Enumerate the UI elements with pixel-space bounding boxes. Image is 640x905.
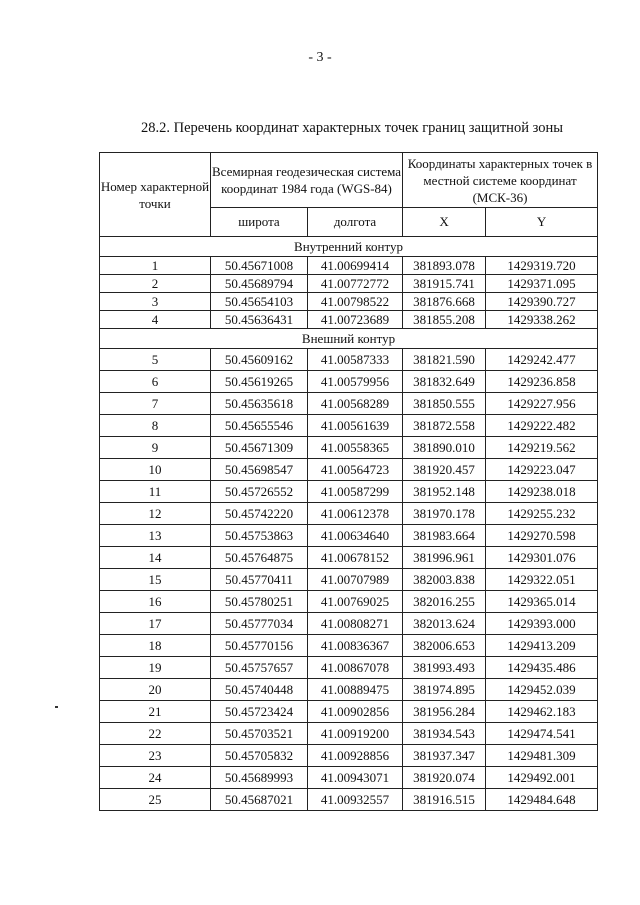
cell-x: 381993.493 [403,657,486,679]
cell-y: 1429484.648 [486,789,598,811]
cell-x: 381956.284 [403,701,486,723]
cell-y: 1429242.477 [486,349,598,371]
cell-longitude: 41.00587333 [308,349,403,371]
cell-point-number: 14 [100,547,211,569]
cell-latitude: 50.45654103 [211,293,308,311]
cell-longitude: 41.00808271 [308,613,403,635]
cell-y: 1429236.858 [486,371,598,393]
section-row [100,329,598,349]
cell-x: 381832.649 [403,371,486,393]
cell-y: 1429393.000 [486,613,598,635]
cell-point-number: 2 [100,275,211,293]
section-row [100,237,598,257]
cell-point-number: 22 [100,723,211,745]
cell-point-number: 24 [100,767,211,789]
cell-x: 381855.208 [403,311,486,329]
cell-y: 1429481.309 [486,745,598,767]
cell-point-number: 21 [100,701,211,723]
table-body [100,237,598,811]
page-number: - 3 - [308,50,332,65]
cell-longitude: 41.00836367 [308,635,403,657]
cell-longitude: 41.00568289 [308,393,403,415]
cell-latitude: 50.45705832 [211,745,308,767]
cell-longitude: 41.00932557 [308,789,403,811]
cell-x: 381970.178 [403,503,486,525]
cell-latitude: 50.45740448 [211,679,308,701]
cell-y: 1429462.183 [486,701,598,723]
table-row [100,789,598,811]
table-row [100,393,598,415]
cell-point-number: 5 [100,349,211,371]
cell-x: 381983.664 [403,525,486,547]
table-row [100,311,598,329]
cell-x: 382013.624 [403,613,486,635]
cell-x: 381920.074 [403,767,486,789]
cell-y: 1429227.956 [486,393,598,415]
header-msk36-group: Координаты характерных точек в местной системе координат (МСК-36) [403,153,598,208]
cell-point-number: 18 [100,635,211,657]
cell-x: 382006.653 [403,635,486,657]
scan-mark [55,706,58,708]
table-row [100,503,598,525]
cell-y: 1429413.209 [486,635,598,657]
cell-point-number: 8 [100,415,211,437]
cell-y: 1429223.047 [486,459,598,481]
cell-point-number: 25 [100,789,211,811]
cell-y: 1429492.001 [486,767,598,789]
table-row [100,547,598,569]
cell-y: 1429222.482 [486,415,598,437]
cell-x: 381937.347 [403,745,486,767]
cell-latitude: 50.45780251 [211,591,308,613]
cell-y: 1429319.720 [486,257,598,275]
table-row [100,293,598,311]
cell-longitude: 41.00707989 [308,569,403,591]
cell-longitude: 41.00928856 [308,745,403,767]
cell-longitude: 41.00612378 [308,503,403,525]
cell-longitude: 41.00943071 [308,767,403,789]
cell-latitude: 50.45753863 [211,525,308,547]
cell-longitude: 41.00867078 [308,657,403,679]
cell-point-number: 19 [100,657,211,679]
cell-x: 381890.010 [403,437,486,459]
cell-point-number: 20 [100,679,211,701]
cell-latitude: 50.45742220 [211,503,308,525]
cell-point-number: 15 [100,569,211,591]
table-row [100,349,598,371]
cell-longitude: 41.00587299 [308,481,403,503]
cell-longitude: 41.00769025 [308,591,403,613]
cell-latitude: 50.45619265 [211,371,308,393]
cell-point-number: 10 [100,459,211,481]
cell-point-number: 16 [100,591,211,613]
cell-latitude: 50.45703521 [211,723,308,745]
table-row [100,745,598,767]
page-title: 28.2. Перечень координат характерных точек границ защитной зоны [141,120,563,136]
cell-x: 381916.515 [403,789,486,811]
table-row [100,569,598,591]
table-row [100,679,598,701]
cell-latitude: 50.45689794 [211,275,308,293]
header-wgs84-group: Всемирная геодезическая система координат 1984 года (WGS-84) [211,153,403,208]
cell-x: 381974.895 [403,679,486,701]
cell-x: 382016.255 [403,591,486,613]
cell-y: 1429390.727 [486,293,598,311]
cell-latitude: 50.45636431 [211,311,308,329]
cell-x: 381872.558 [403,415,486,437]
table-row [100,613,598,635]
cell-longitude: 41.00889475 [308,679,403,701]
cell-latitude: 50.45764875 [211,547,308,569]
cell-point-number: 1 [100,257,211,275]
cell-longitude: 41.00634640 [308,525,403,547]
cell-longitude: 41.00772772 [308,275,403,293]
cell-point-number: 6 [100,371,211,393]
cell-point-number: 13 [100,525,211,547]
cell-y: 1429238.018 [486,481,598,503]
cell-longitude: 41.00919200 [308,723,403,745]
table-row [100,459,598,481]
cell-y: 1429452.039 [486,679,598,701]
table-row [100,481,598,503]
cell-latitude: 50.45671008 [211,257,308,275]
cell-y: 1429365.014 [486,591,598,613]
cell-latitude: 50.45770411 [211,569,308,591]
cell-latitude: 50.45777034 [211,613,308,635]
table-row [100,701,598,723]
cell-point-number: 9 [100,437,211,459]
table-row [100,723,598,745]
cell-point-number: 7 [100,393,211,415]
cell-y: 1429301.076 [486,547,598,569]
cell-y: 1429338.262 [486,311,598,329]
cell-y: 1429474.541 [486,723,598,745]
cell-latitude: 50.45689993 [211,767,308,789]
cell-point-number: 4 [100,311,211,329]
cell-latitude: 50.45770156 [211,635,308,657]
cell-longitude: 41.00678152 [308,547,403,569]
header-longitude: долгота [308,208,403,237]
cell-x: 381952.148 [403,481,486,503]
table-row [100,257,598,275]
table-row [100,767,598,789]
table-row [100,275,598,293]
cell-latitude: 50.45635618 [211,393,308,415]
cell-y: 1429435.486 [486,657,598,679]
cell-x: 381915.741 [403,275,486,293]
cell-x: 381934.543 [403,723,486,745]
cell-longitude: 41.00723689 [308,311,403,329]
cell-x: 381876.668 [403,293,486,311]
table-row [100,371,598,393]
cell-point-number: 3 [100,293,211,311]
header-y: Y [486,208,598,237]
cell-x: 381893.078 [403,257,486,275]
cell-x: 382003.838 [403,569,486,591]
table-row [100,635,598,657]
cell-y: 1429322.051 [486,569,598,591]
cell-longitude: 41.00902856 [308,701,403,723]
cell-latitude: 50.45655546 [211,415,308,437]
header-latitude: широта [211,208,308,237]
table-row [100,591,598,613]
header-x: X [403,208,486,237]
cell-point-number: 23 [100,745,211,767]
section-title: Внутренний контур [100,237,598,257]
cell-x: 381850.555 [403,393,486,415]
cell-x: 381996.961 [403,547,486,569]
section-title: Внешний контур [100,329,598,349]
cell-longitude: 41.00798522 [308,293,403,311]
cell-latitude: 50.45757657 [211,657,308,679]
cell-y: 1429270.598 [486,525,598,547]
cell-y: 1429219.562 [486,437,598,459]
cell-longitude: 41.00561639 [308,415,403,437]
cell-latitude: 50.45726552 [211,481,308,503]
header-point-number: Номер характерной точки [100,153,211,237]
cell-longitude: 41.00558365 [308,437,403,459]
cell-longitude: 41.00564723 [308,459,403,481]
cell-point-number: 11 [100,481,211,503]
cell-y: 1429371.095 [486,275,598,293]
cell-latitude: 50.45609162 [211,349,308,371]
table-row [100,525,598,547]
cell-latitude: 50.45687021 [211,789,308,811]
table-header [100,153,598,237]
cell-latitude: 50.45723424 [211,701,308,723]
cell-x: 381920.457 [403,459,486,481]
coordinates-table [99,152,598,811]
cell-x: 381821.590 [403,349,486,371]
table-row [100,657,598,679]
table-row [100,415,598,437]
cell-longitude: 41.00699414 [308,257,403,275]
cell-latitude: 50.45671309 [211,437,308,459]
cell-latitude: 50.45698547 [211,459,308,481]
cell-point-number: 17 [100,613,211,635]
table-row [100,437,598,459]
cell-longitude: 41.00579956 [308,371,403,393]
cell-point-number: 12 [100,503,211,525]
cell-y: 1429255.232 [486,503,598,525]
